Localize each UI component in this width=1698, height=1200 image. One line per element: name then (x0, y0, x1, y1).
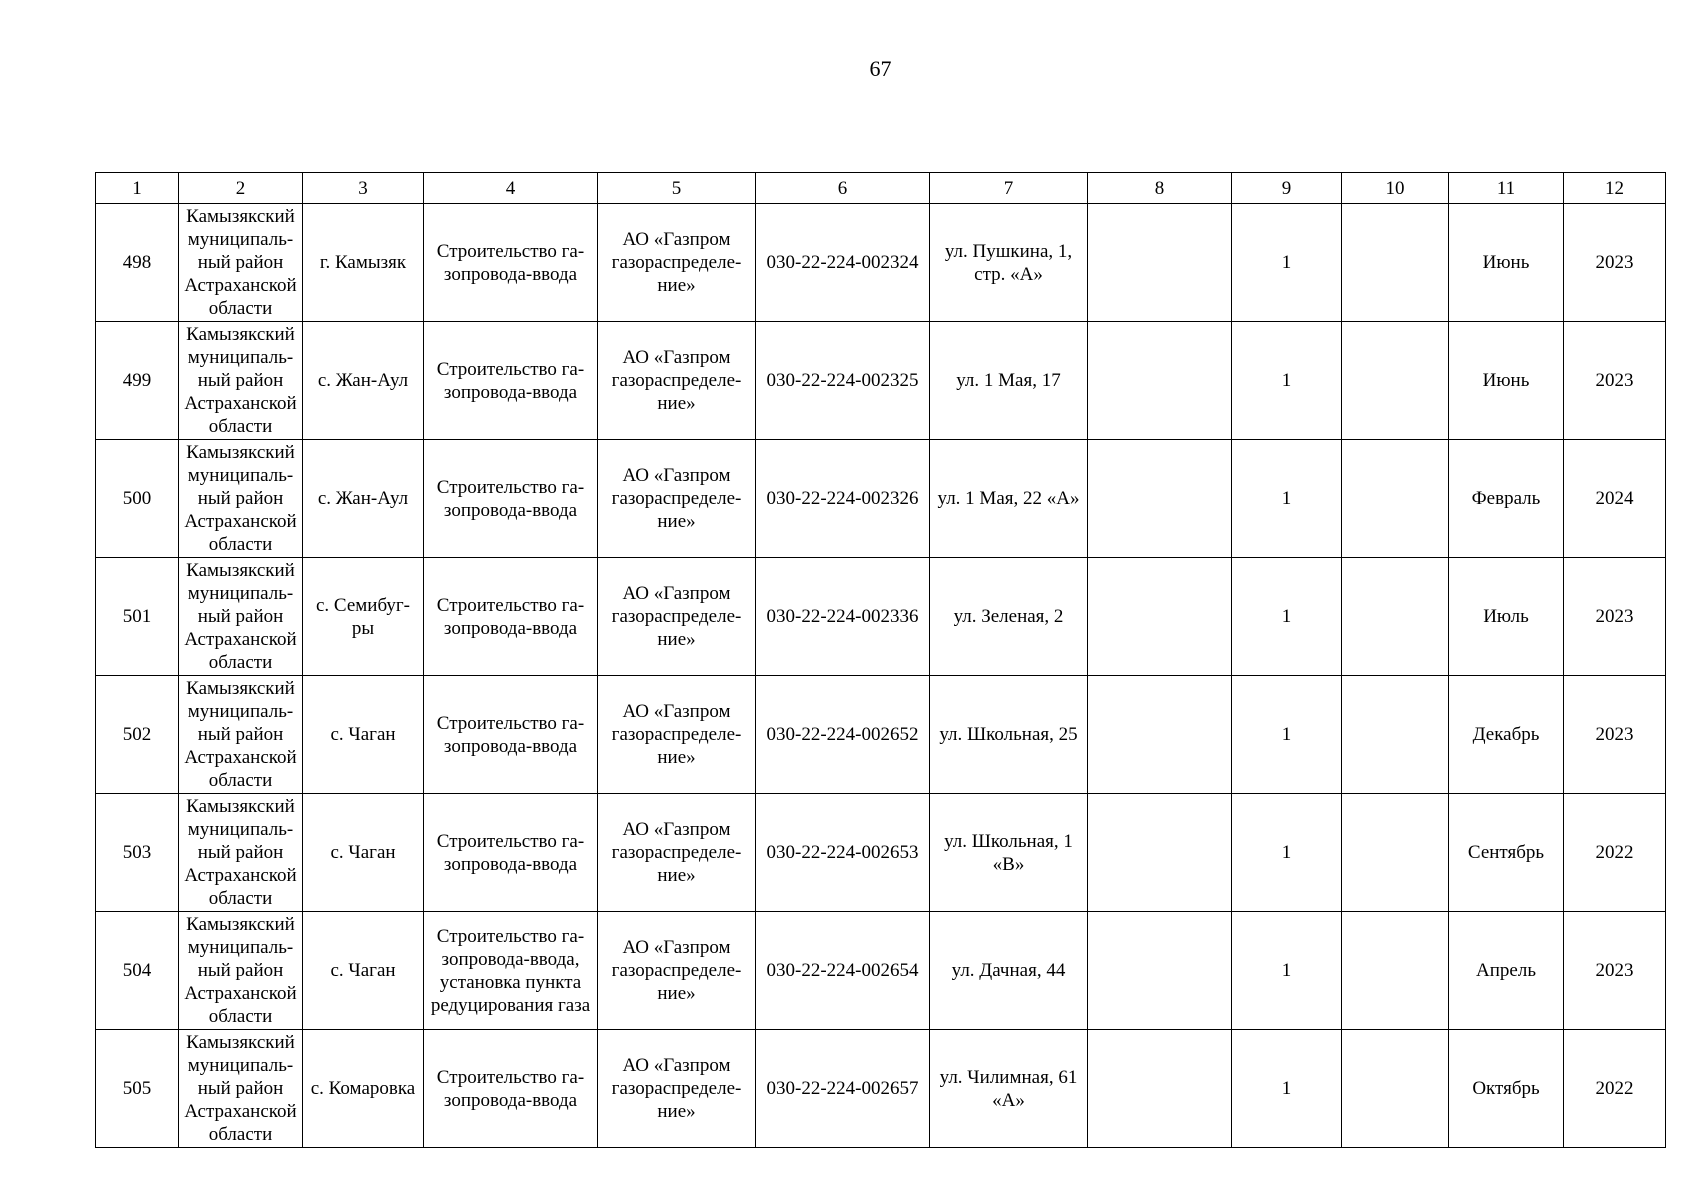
column-8-cell (1088, 794, 1232, 912)
address-cell: ул. Дачная, 44 (930, 912, 1088, 1030)
column-10-cell (1342, 794, 1449, 912)
column-8-cell (1088, 676, 1232, 794)
column-8-cell (1088, 558, 1232, 676)
table-row (96, 558, 1666, 676)
locality-cell: г. Камызяк (303, 204, 424, 322)
table-row (96, 440, 1666, 558)
year-cell: 2023 (1564, 676, 1666, 794)
object-code-cell: 030-22-224-002324 (756, 204, 930, 322)
table-row (96, 912, 1666, 1030)
address-cell: ул. Чилимная, 61 «А» (930, 1030, 1088, 1148)
organization-cell: АО «Газпром газораспределе-ние» (598, 558, 756, 676)
month-cell: Июнь (1449, 204, 1564, 322)
month-cell: Июль (1449, 558, 1564, 676)
locality-cell: с. Жан-Аул (303, 440, 424, 558)
work-type-cell: Строительство га-зопровода-ввода (424, 794, 598, 912)
column-8-cell (1088, 204, 1232, 322)
locality-cell: с. Чаган (303, 676, 424, 794)
column-header: 4 (424, 173, 598, 204)
count-cell: 1 (1232, 558, 1342, 676)
month-cell: Декабрь (1449, 676, 1564, 794)
district-cell: Камызякский муниципаль-ный район Астраханской области (179, 558, 303, 676)
year-cell: 2023 (1564, 558, 1666, 676)
column-10-cell (1342, 912, 1449, 1030)
object-code-cell: 030-22-224-002326 (756, 440, 930, 558)
column-8-cell (1088, 440, 1232, 558)
count-cell: 1 (1232, 204, 1342, 322)
count-cell: 1 (1232, 440, 1342, 558)
organization-cell: АО «Газпром газораспределе-ние» (598, 912, 756, 1030)
column-header: 11 (1449, 173, 1564, 204)
object-code-cell: 030-22-224-002653 (756, 794, 930, 912)
row-number-cell: 499 (96, 322, 179, 440)
column-header: 6 (756, 173, 930, 204)
organization-cell: АО «Газпром газораспределе-ние» (598, 1030, 756, 1148)
object-code-cell: 030-22-224-002654 (756, 912, 930, 1030)
table-row (96, 322, 1666, 440)
column-10-cell (1342, 558, 1449, 676)
year-cell: 2024 (1564, 440, 1666, 558)
month-cell: Сентябрь (1449, 794, 1564, 912)
row-number-cell: 502 (96, 676, 179, 794)
district-cell: Камызякский муниципаль-ный район Астраханской области (179, 912, 303, 1030)
column-header: 10 (1342, 173, 1449, 204)
column-header: 8 (1088, 173, 1232, 204)
row-number-cell: 504 (96, 912, 179, 1030)
month-cell: Февраль (1449, 440, 1564, 558)
district-cell: Камызякский муниципаль-ный район Астраханской области (179, 1030, 303, 1148)
count-cell: 1 (1232, 322, 1342, 440)
year-cell: 2023 (1564, 322, 1666, 440)
count-cell: 1 (1232, 1030, 1342, 1148)
work-type-cell: Строительство га-зопровода-ввода (424, 204, 598, 322)
address-cell: ул. 1 Мая, 17 (930, 322, 1088, 440)
page-number: 67 (869, 56, 892, 81)
locality-cell: с. Чаган (303, 794, 424, 912)
work-type-cell: Строительство га-зопровода-ввода (424, 1030, 598, 1148)
column-header: 5 (598, 173, 756, 204)
table-row (96, 794, 1666, 912)
organization-cell: АО «Газпром газораспределе-ние» (598, 676, 756, 794)
table-row (96, 204, 1666, 322)
address-cell: ул. Зеленая, 2 (930, 558, 1088, 676)
object-code-cell: 030-22-224-002657 (756, 1030, 930, 1148)
row-number-cell: 501 (96, 558, 179, 676)
organization-cell: АО «Газпром газораспределе-ние» (598, 440, 756, 558)
work-type-cell: Строительство га-зопровода-ввода (424, 322, 598, 440)
row-number-cell: 498 (96, 204, 179, 322)
district-cell: Камызякский муниципаль-ный район Астраханской области (179, 322, 303, 440)
table-header-row (96, 173, 1666, 204)
column-10-cell (1342, 204, 1449, 322)
object-code-cell: 030-22-224-002652 (756, 676, 930, 794)
address-cell: ул. Школьная, 25 (930, 676, 1088, 794)
locality-cell: с. Жан-Аул (303, 322, 424, 440)
column-header: 12 (1564, 173, 1666, 204)
count-cell: 1 (1232, 794, 1342, 912)
gas-pipeline-table (95, 172, 1666, 1148)
column-header: 2 (179, 173, 303, 204)
address-cell: ул. Пушкина, 1, стр. «А» (930, 204, 1088, 322)
organization-cell: АО «Газпром газораспределе-ние» (598, 794, 756, 912)
column-10-cell (1342, 440, 1449, 558)
district-cell: Камызякский муниципаль-ный район Астраханской области (179, 794, 303, 912)
district-cell: Камызякский муниципаль-ный район Астраханской области (179, 676, 303, 794)
column-header: 3 (303, 173, 424, 204)
year-cell: 2023 (1564, 204, 1666, 322)
object-code-cell: 030-22-224-002325 (756, 322, 930, 440)
work-type-cell: Строительство га-зопровода-ввода (424, 558, 598, 676)
work-type-cell: Строительство га-зопровода-ввода (424, 676, 598, 794)
row-number-cell: 500 (96, 440, 179, 558)
table-row (96, 676, 1666, 794)
work-type-cell: Строительство га-зопровода-ввода (424, 440, 598, 558)
address-cell: ул. 1 Мая, 22 «А» (930, 440, 1088, 558)
locality-cell: с. Чаган (303, 912, 424, 1030)
organization-cell: АО «Газпром газораспределе-ние» (598, 204, 756, 322)
column-header: 1 (96, 173, 179, 204)
organization-cell: АО «Газпром газораспределе-ние» (598, 322, 756, 440)
row-number-cell: 505 (96, 1030, 179, 1148)
column-8-cell (1088, 912, 1232, 1030)
year-cell: 2022 (1564, 1030, 1666, 1148)
row-number-cell: 503 (96, 794, 179, 912)
district-cell: Камызякский муниципаль-ный район Астраханской области (179, 204, 303, 322)
locality-cell: с. Комаровка (303, 1030, 424, 1148)
month-cell: Июнь (1449, 322, 1564, 440)
column-10-cell (1342, 676, 1449, 794)
month-cell: Октябрь (1449, 1030, 1564, 1148)
month-cell: Апрель (1449, 912, 1564, 1030)
column-10-cell (1342, 1030, 1449, 1148)
count-cell: 1 (1232, 676, 1342, 794)
column-header: 7 (930, 173, 1088, 204)
column-header: 9 (1232, 173, 1342, 204)
year-cell: 2023 (1564, 912, 1666, 1030)
count-cell: 1 (1232, 912, 1342, 1030)
address-cell: ул. Школьная, 1 «В» (930, 794, 1088, 912)
work-type-cell: Строительство га-зопровода-ввода, установка пункта редуцирования газа (424, 912, 598, 1030)
object-code-cell: 030-22-224-002336 (756, 558, 930, 676)
year-cell: 2022 (1564, 794, 1666, 912)
column-8-cell (1088, 1030, 1232, 1148)
column-10-cell (1342, 322, 1449, 440)
district-cell: Камызякский муниципаль-ный район Астраханской области (179, 440, 303, 558)
table-row (96, 1030, 1666, 1148)
locality-cell: с. Семибуг-ры (303, 558, 424, 676)
column-8-cell (1088, 322, 1232, 440)
